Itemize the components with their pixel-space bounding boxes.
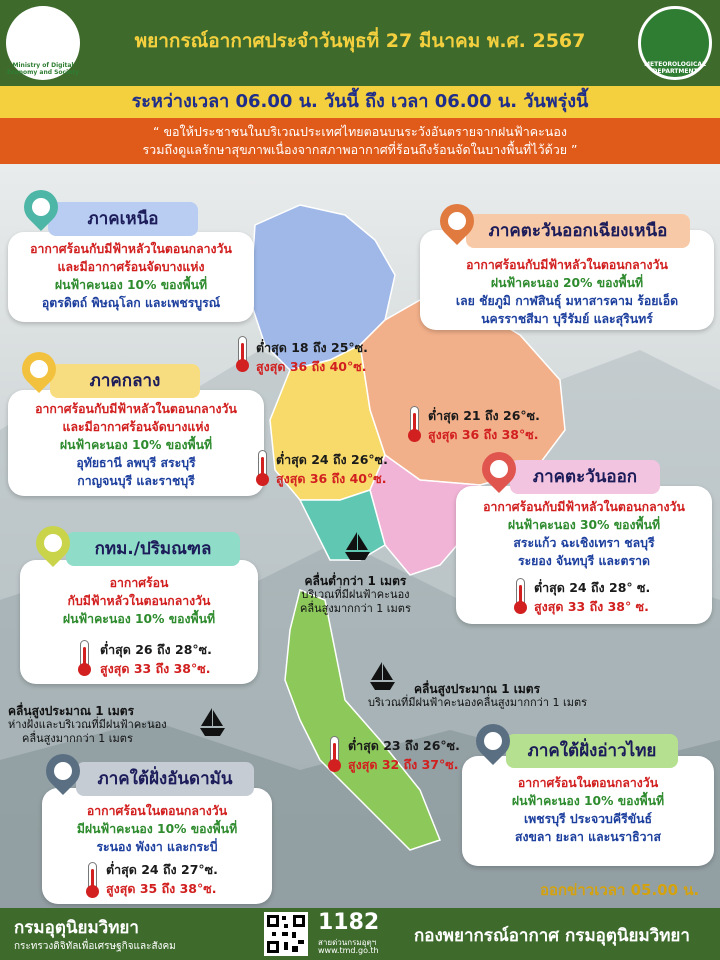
- wave-andaman-line-1: คลื่นสูงประมาณ 1 เมตร: [8, 704, 135, 718]
- bangkok-title: กทม./ปริมณฑล: [66, 532, 240, 566]
- footer-ministry: กระทรวงดิจิทัลเพื่อเศรษฐกิจและสังคม: [14, 941, 176, 952]
- south-west-low: ต่ำสุด 24 ถึง 27°ซ.: [106, 862, 218, 877]
- south-east-temps: [348, 736, 460, 774]
- northeast-title: ภาคตะวันออกเฉียงเหนือ: [466, 214, 690, 248]
- thermometer-icon-east: [516, 578, 525, 610]
- wave-andaman: [8, 704, 167, 746]
- central-line-1: อากาศร้อนกับมีฟ้าหลัวในตอนกลางวัน: [35, 402, 237, 416]
- south-east-line-2: ฝนฟ้าคะนอง 10% ของพื้นที่: [511, 794, 665, 808]
- south-east-high: สูงสุด 32 ถึง 37°ซ.: [348, 757, 459, 772]
- south-east-line-1: อากาศร้อนในตอนกลางวัน: [517, 776, 659, 790]
- north-low: ต่ำสุด 18 ถึง 25°ซ.: [256, 340, 368, 355]
- thermometer-icon-northeast: [410, 406, 419, 438]
- bangkok-temps: [100, 640, 212, 678]
- south-west-high: สูงสุด 35 ถึง 38°ซ.: [106, 881, 217, 896]
- north-temps: [256, 338, 368, 376]
- central-high: สูงสุด 36 ถึง 40°ซ.: [276, 471, 387, 486]
- bangkok-line-1: อากาศร้อน: [109, 576, 169, 590]
- central-title: ภาคกลาง: [50, 364, 200, 398]
- hotline-number[interactable]: 1182: [318, 910, 380, 935]
- card-north: [8, 232, 254, 322]
- north-line-1: อากาศร้อนกับมีฟ้าหลัวในตอนกลางวัน: [30, 242, 232, 256]
- east-line-4: ระยอง จันทบุรี และตราด: [517, 554, 651, 568]
- east-line-2: ฝนฟ้าคะนอง 30% ของพื้นที่: [507, 518, 661, 532]
- card-south-east: [462, 756, 714, 866]
- wave-andaman-line-3: คลื่นสูงมากกว่า 1 เมตร: [22, 732, 133, 745]
- south-west-line-2: มีฝนฟ้าคะนอง 10% ของพื้นที่: [76, 822, 238, 836]
- hotline-label: สายด่วนกรมอุตุฯ: [318, 938, 377, 947]
- central-low: ต่ำสุด 24 ถึง 26°ซ.: [276, 452, 388, 467]
- central-line-5: กาญจนบุรี และราชบุรี: [77, 474, 195, 488]
- north-high: สูงสุด 36 ถึง 40°ซ.: [256, 359, 367, 374]
- thermometer-icon-south-east: [330, 736, 339, 768]
- footer-bar: [0, 908, 720, 960]
- east-line-3: สระแก้ว ฉะเชิงเทรา ชลบุรี: [513, 536, 655, 550]
- wave-gulf-upper-line-1: คลื่นต่ำกว่า 1 เมตร: [304, 574, 407, 588]
- east-low: ต่ำสุด 24 ถึง 28° ซ.: [534, 580, 651, 595]
- east-line-1: อากาศร้อนกับมีฟ้าหลัวในตอนกลางวัน: [483, 500, 685, 514]
- wave-gulf-upper-line-3: คลื่นสูงมากกว่า 1 เมตร: [300, 602, 411, 615]
- bangkok-low: ต่ำสุด 26 ถึง 28°ซ.: [100, 642, 212, 657]
- forecast-period: ระหว่างเวลา 06.00 น. วันนี้ ถึง เวลา 06.00 น. วันพรุ่งนี้: [0, 86, 720, 118]
- east-high: สูงสุด 33 ถึง 38° ซ.: [534, 599, 649, 614]
- east-title: ภาคตะวันออก: [510, 460, 660, 494]
- thermometer-icon-central: [258, 450, 267, 482]
- wave-gulf-upper: [300, 574, 411, 616]
- northeast-line-1: อากาศร้อนกับมีฟ้าหลัวในตอนกลางวัน: [466, 258, 668, 272]
- wave-gulf-lower: [368, 682, 587, 710]
- north-line-3: ฝนฟ้าคะนอง 10% ของพื้นที่: [54, 278, 208, 292]
- north-line-4: อุตรดิตถ์ พิษณุโลก และเพชรบูรณ์: [41, 296, 221, 310]
- north-line-2: และมีอากาศร้อนจัดบางแห่ง: [57, 260, 205, 274]
- ministry-logo-text: Ministry of Digital Economy and Society: [6, 62, 80, 76]
- south-west-title: ภาคใต้ฝั่งอันดามัน: [76, 762, 254, 796]
- northeast-line-2: ฝนฟ้าคะนอง 20% ของพื้นที่: [490, 276, 644, 290]
- wave-gulf-upper-line-2: บริเวณที่มีฝนฟ้าคะนอง: [301, 588, 410, 601]
- northeast-high: สูงสุด 36 ถึง 38°ซ.: [428, 427, 539, 442]
- bangkok-high: สูงสุด 33 ถึง 38°ซ.: [100, 661, 211, 676]
- notice-banner: [0, 118, 720, 164]
- northeast-temps: [428, 406, 540, 444]
- ministry-logo: [6, 6, 80, 80]
- south-west-temps: [106, 860, 218, 898]
- thermometer-icon-north: [238, 336, 247, 368]
- thermometer-icon-bangkok: [80, 640, 89, 672]
- wave-andaman-line-2: ห่างฝั่งและบริเวณที่มีฝนฟ้าคะนอง: [8, 718, 167, 731]
- south-east-title: ภาคใต้ฝั่งอ่าวไทย: [506, 734, 678, 768]
- notice-line-2: รวมถึงดูแลรักษาสุขภาพเนื่องจากสภาพอากาศที่ร้อนถึงร้อนจัดในบางพื้นที่ไว้ด้วย ”: [142, 142, 578, 157]
- south-west-line-3: ระนอง พังงา และกระบี่: [96, 840, 218, 854]
- card-central: [8, 390, 264, 496]
- northeast-line-4: นครราชสีมา บุรีรัมย์ และสุรินทร์: [481, 312, 653, 326]
- south-west-line-1: อากาศร้อนในตอนกลางวัน: [86, 804, 228, 818]
- central-line-3: ฝนฟ้าคะนอง 10% ของพื้นที่: [59, 438, 213, 452]
- thermometer-icon-south-west: [88, 862, 97, 894]
- north-title: ภาคเหนือ: [48, 202, 198, 236]
- bangkok-line-3: ฝนฟ้าคะนอง 10% ของพื้นที่: [62, 612, 216, 626]
- website-link[interactable]: www.tmd.go.th: [318, 946, 379, 955]
- tmd-logo: [638, 6, 712, 80]
- footer-department: กรมอุตุนิยมวิทยา: [14, 918, 139, 938]
- central-temps: [276, 450, 388, 488]
- wave-gulf-lower-line-1: คลื่นสูงประมาณ 1 เมตร: [414, 682, 541, 696]
- northeast-line-3: เลย ชัยภูมิ กาฬสินธุ์ มหาสารคาม ร้อยเอ็ด: [455, 294, 679, 308]
- northeast-low: ต่ำสุด 21 ถึง 26°ซ.: [428, 408, 540, 423]
- bangkok-line-2: กับมีฟ้าหลัวในตอนกลางวัน: [67, 594, 211, 608]
- header-bar: [0, 0, 720, 86]
- south-east-low: ต่ำสุด 23 ถึง 26°ซ.: [348, 738, 460, 753]
- notice-line-1: “ ขอให้ประชาชนในบริเวณประเทศไทยตอนบนระวังอันตรายจากฝนฟ้าคะนอง: [153, 124, 567, 139]
- footer-division: กองพยากรณ์อากาศ กรมอุตุนิยมวิทยา: [414, 926, 690, 946]
- south-east-line-3: เพชรบุรี ประจวบคีรีขันธ์: [523, 812, 653, 826]
- issued-time: ออกข่าวเวลา 05.00 น.: [540, 881, 700, 899]
- qr-code-icon[interactable]: [264, 912, 308, 956]
- tmd-logo-text: METEOROLOGICAL DEPARTMENT: [644, 61, 706, 75]
- page-title: พยากรณ์อากาศประจำวันพุธที่ 27 มีนาคม พ.ศ. 2567: [134, 30, 586, 52]
- central-line-2: และมีอากาศร้อนจัดบางแห่ง: [62, 420, 210, 434]
- east-temps: [534, 578, 650, 616]
- central-line-4: อุทัยธานี ลพบุรี สระบุรี: [76, 456, 196, 470]
- wave-gulf-lower-line-2: บริเวณที่มีฝนฟ้าคะนองคลื่นสูงมากกว่า 1 เมตร: [368, 696, 588, 709]
- south-east-line-4: สงขลา ยะลา และนราธิวาส: [515, 830, 661, 844]
